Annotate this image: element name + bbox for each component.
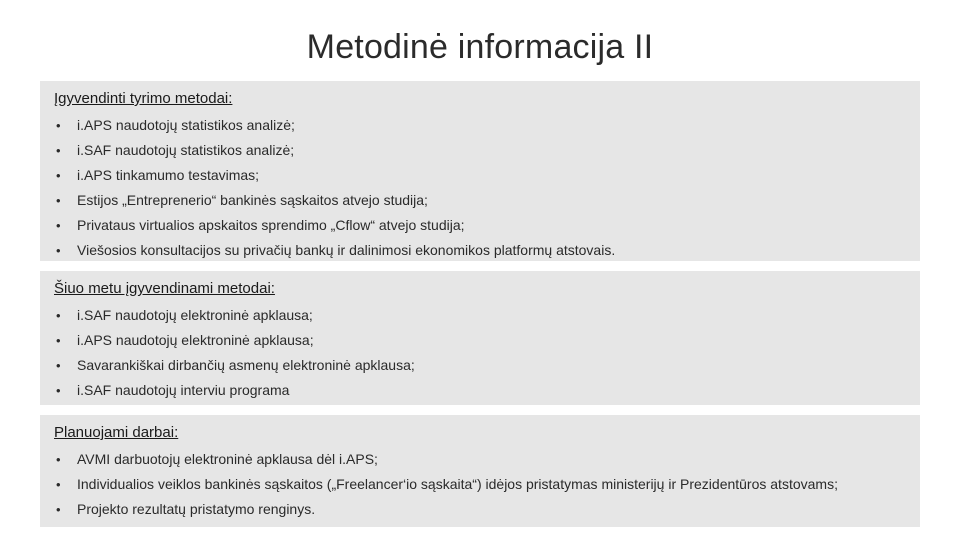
section-ongoing-methods	[40, 271, 920, 405]
list-item	[54, 497, 906, 522]
section-planned-work	[40, 415, 920, 527]
bullet-icon: •	[56, 502, 61, 517]
bullet-icon: •	[56, 477, 61, 492]
section-implemented-methods	[40, 81, 920, 261]
section-heading: Planuojami darbai:	[54, 424, 179, 441]
list-item-text: i.APS naudotojų elektroninė apklausa;	[77, 332, 314, 348]
list-item	[54, 328, 906, 353]
list-item	[54, 303, 906, 328]
list-item	[54, 163, 906, 188]
bullet-icon: •	[56, 358, 61, 373]
bullet-list	[54, 113, 906, 263]
list-item-text: Estijos „Entreprenerio“ bankinės sąskaitos atvejo studija;	[77, 192, 428, 208]
list-item-text: Viešosios konsultacijos su privačių bankų ir dalinimosi ekonomikos platformų atstovais.	[77, 242, 616, 258]
list-item	[54, 378, 906, 403]
list-item-text: i.APS tinkamumo testavimas;	[77, 167, 260, 183]
bullet-icon: •	[56, 118, 61, 133]
list-item	[54, 447, 906, 472]
list-item-text: AVMI darbuotojų elektroninė apklausa dėl i.APS;	[77, 451, 378, 467]
list-item-text: i.APS naudotojų statistikos analizė;	[77, 117, 295, 133]
list-item-text: i.SAF naudotojų elektroninė apklausa;	[77, 307, 313, 323]
list-item	[54, 213, 906, 238]
list-item	[54, 188, 906, 213]
bullet-icon: •	[56, 308, 61, 323]
section-heading: Įgyvendinti tyrimo metodai:	[54, 90, 233, 107]
list-item-text: Individualios veiklos bankinės sąskaitos („Freelancer‘io sąskaita“) idėjos pristatymas ministerijų ir Prezidentūros atstovams;	[77, 476, 838, 492]
list-item	[54, 472, 906, 497]
list-item-text: Projekto rezultatų pristatymo renginys.	[77, 501, 316, 517]
list-item-text: i.SAF naudotojų statistikos analizė;	[77, 142, 295, 158]
list-item	[54, 353, 906, 378]
slide-title: Metodinė informacija II	[306, 28, 654, 66]
bullet-list	[54, 303, 906, 403]
bullet-icon: •	[56, 193, 61, 208]
list-item	[54, 113, 906, 138]
bullet-icon: •	[56, 383, 61, 398]
bullet-icon: •	[56, 218, 61, 233]
bullet-icon: •	[56, 333, 61, 348]
bullet-icon: •	[56, 452, 61, 467]
bullet-icon: •	[56, 243, 61, 258]
list-item	[54, 138, 906, 163]
bullet-icon: •	[56, 143, 61, 158]
list-item-text: i.SAF naudotojų interviu programa	[77, 382, 290, 398]
list-item-text: Privataus virtualios apskaitos sprendimo „Cflow“ atvejo studija;	[77, 217, 465, 233]
list-item	[54, 238, 906, 263]
list-item-text: Savarankiškai dirbančių asmenų elektroninė apklausa;	[77, 357, 415, 373]
bullet-icon: •	[56, 168, 61, 183]
section-heading: Šiuo metu įgyvendinami metodai:	[54, 280, 275, 297]
bullet-list	[54, 447, 906, 522]
